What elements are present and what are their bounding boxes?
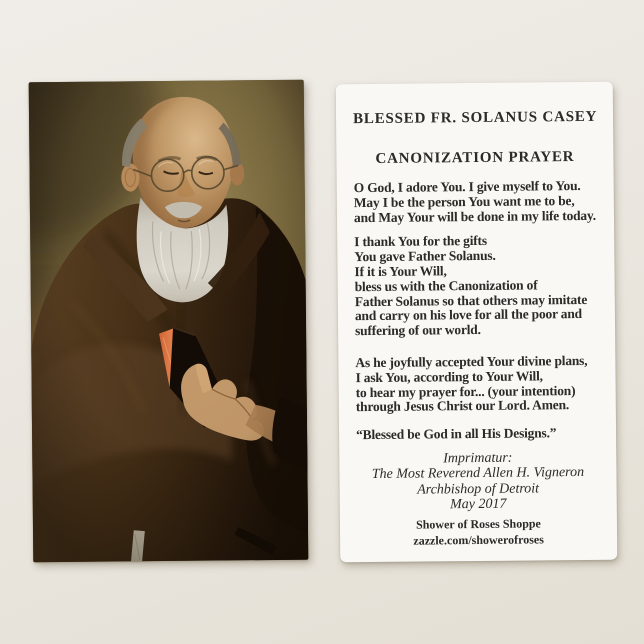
- holy-card-back-prayer: [336, 82, 618, 563]
- shop-credit: Shower of Roses Shoppe zazzle.com/showerofroses: [413, 516, 544, 548]
- holy-card-front-photo: [29, 80, 309, 563]
- imprimatur-block: Imprimatur: The Most Reverend Allen H. Vigneron Archbishop of Detroit May 2017: [371, 450, 585, 513]
- solanus-casey-portrait: [29, 80, 309, 563]
- prayer-paragraph-1: O God, I adore You. I give myself to You. May I be the person You want me to be, and May Your will be done in my life today.: [353, 177, 596, 225]
- card-subtitle: CANONIZATION PRAYER: [375, 149, 575, 167]
- prayer-paragraph-2: I thank You for the gifts You gave Father Solanus. If it is Your Will, bless us with the Canonization of Father Solanus so that others may imitate and carry on his love for all the poor and suffering of our world.: [354, 233, 588, 339]
- card-title: BLESSED FR. SOLANUS CASEY: [352, 108, 598, 128]
- prayer-paragraph-3: As he joyfully accepted Your divine plans, I ask You, according to Your Will, to hear my prayer for... (your intention) through Jesus Christ our Lord. Amen.: [355, 352, 588, 415]
- prayer-quote: “Blessed be God in all His Designs.”: [356, 425, 557, 443]
